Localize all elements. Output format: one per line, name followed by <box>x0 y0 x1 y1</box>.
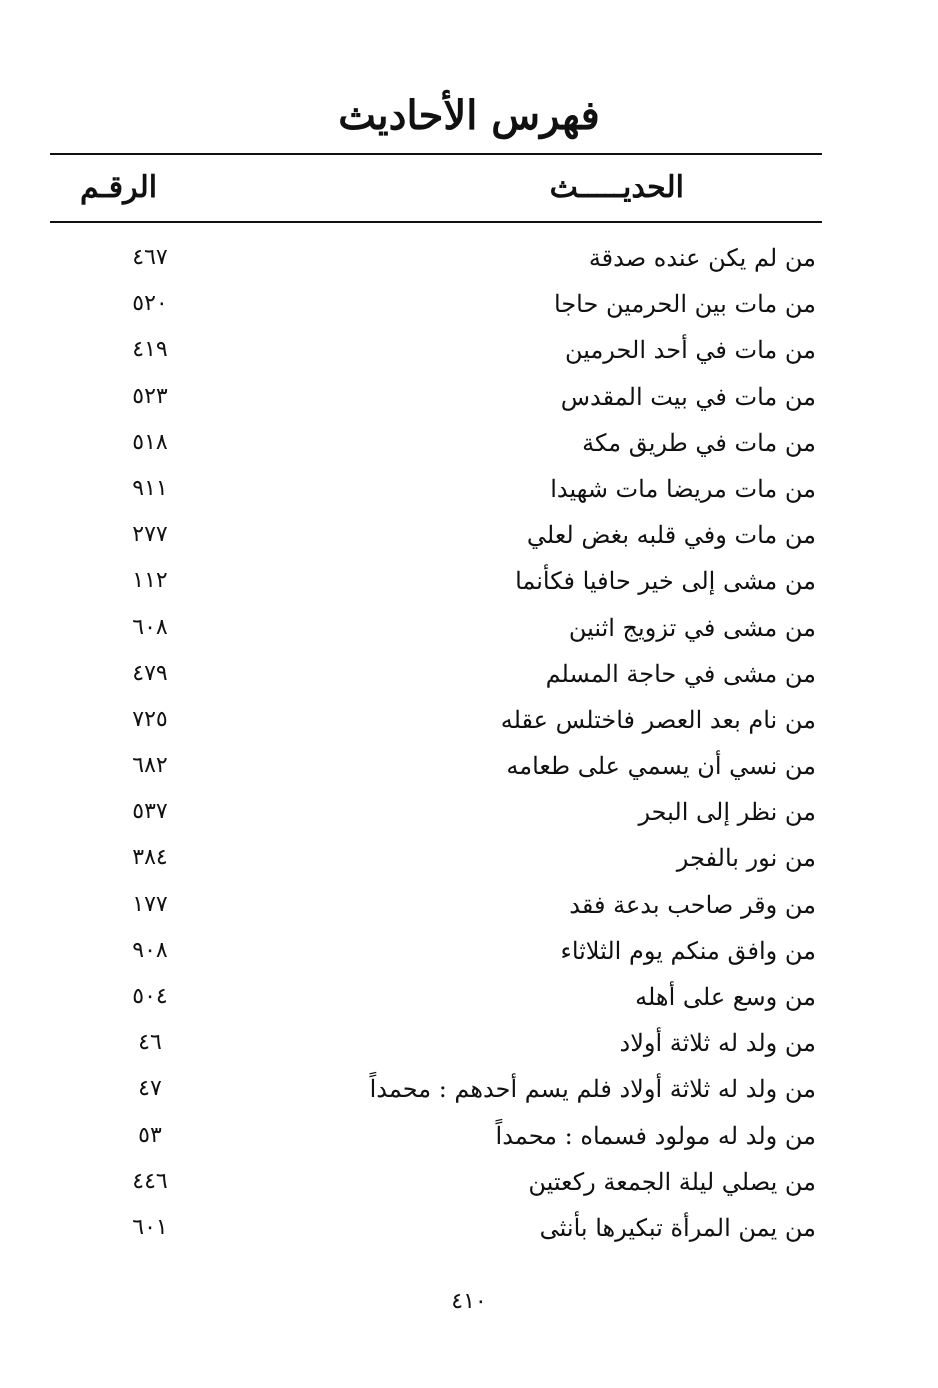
page-title: فهرس الأحاديث <box>338 92 600 139</box>
hadith-text: من ولد له ثلاثة أولاد <box>619 1029 816 1058</box>
hadith-text: من وقر صاحب بدعة فقد <box>569 890 816 919</box>
index-row <box>50 375 822 421</box>
hadith-number: ٥٣ <box>138 1122 162 1148</box>
index-row <box>50 698 822 744</box>
index-row <box>50 790 822 836</box>
hadith-number: ٤٧ <box>138 1076 162 1102</box>
hadith-text: من مشى في تزويج اثنين <box>568 613 816 642</box>
hadith-number: ٩١١ <box>132 475 168 501</box>
hadith-text: من وافق منكم يوم الثلاثاء <box>560 936 816 965</box>
index-row <box>50 467 822 513</box>
index-entries <box>50 236 822 1252</box>
header-top-rule <box>50 153 822 155</box>
index-row <box>50 328 822 374</box>
hadith-number: ٧٢٥ <box>132 706 168 732</box>
index-row <box>50 1206 822 1252</box>
index-row <box>50 744 822 790</box>
hadith-number: ٥١٨ <box>132 429 168 455</box>
hadith-text: من مشى في حاجة المسلم <box>545 659 816 688</box>
hadith-text: من مات وفي قلبه بغض لعلي <box>526 521 816 550</box>
hadith-text: من نسي أن يسمي على طعامه <box>506 752 816 781</box>
index-row <box>50 282 822 328</box>
hadith-text: من مات مريضا مات شهيدا <box>550 474 816 503</box>
index-row <box>50 836 822 882</box>
index-row <box>50 975 822 1021</box>
hadith-number: ٦٨٢ <box>132 753 168 779</box>
hadith-text: من ولد له ثلاثة أولاد فلم يسم أحدهم : محمداً <box>369 1075 816 1104</box>
hadith-text: من نظر إلى البحر <box>638 798 816 827</box>
hadith-text: من مات في طريق مكة <box>582 428 816 457</box>
index-row <box>50 559 822 605</box>
hadith-number: ٩٠٨ <box>132 937 168 963</box>
column-header-hadith: الحديـــــث <box>549 170 684 205</box>
index-row <box>50 1067 822 1113</box>
hadith-number: ٤٧٩ <box>132 660 168 686</box>
hadith-number: ٥٠٤ <box>132 984 168 1009</box>
hadith-number: ٤٦٧ <box>132 245 168 270</box>
hadith-text: من يصلي ليلة الجمعة ركعتين <box>528 1167 816 1196</box>
hadith-text: من مشى إلى خير حافيا فكأنما <box>515 567 816 596</box>
hadith-number: ٥٢٠ <box>132 291 168 317</box>
hadith-number: ٥٣٧ <box>132 799 168 825</box>
index-row <box>50 1160 822 1206</box>
hadith-text: من نور بالفجر <box>676 844 816 873</box>
hadith-number: ١٧٧ <box>132 891 168 917</box>
index-row <box>50 513 822 559</box>
hadith-number: ٤٦ <box>138 1030 162 1056</box>
hadith-number: ٦٠١ <box>132 1214 168 1240</box>
hadith-text: من لم يكن عنده صدقة <box>588 244 816 272</box>
hadith-number: ٣٨٤ <box>132 845 168 871</box>
page-number: ٤١٠ <box>451 1289 487 1314</box>
header-bottom-rule <box>50 221 822 223</box>
hadith-text: من ولد له مولود فسماه : محمداً <box>495 1121 816 1150</box>
hadith-text: من مات في أحد الحرمين <box>564 336 816 365</box>
hadith-text: من نام بعد العصر فاختلس عقله <box>500 705 816 734</box>
hadith-number: ٥٢٣ <box>132 383 168 409</box>
hadith-number: ٦٠٨ <box>132 614 168 640</box>
index-row <box>50 1021 822 1067</box>
hadith-text: من وسع على أهله <box>635 983 816 1011</box>
index-row <box>50 883 822 929</box>
index-row <box>50 606 822 652</box>
index-row <box>50 421 822 467</box>
hadith-text: من مات في بيت المقدس <box>560 382 816 411</box>
index-row <box>50 652 822 698</box>
column-header-number: الرقـم <box>80 170 158 205</box>
index-row <box>50 1114 822 1160</box>
hadith-number: ٤١٩ <box>132 337 168 363</box>
index-row <box>50 929 822 975</box>
hadith-number: ٤٤٦ <box>132 1168 168 1194</box>
index-row <box>50 236 822 282</box>
hadith-number: ١١٢ <box>132 568 168 594</box>
hadith-number: ٢٧٧ <box>132 522 168 548</box>
hadith-text: من يمن المرأة تبكيرها بأنثى <box>539 1213 816 1242</box>
hadith-text: من مات بين الحرمين حاجا <box>554 290 816 319</box>
